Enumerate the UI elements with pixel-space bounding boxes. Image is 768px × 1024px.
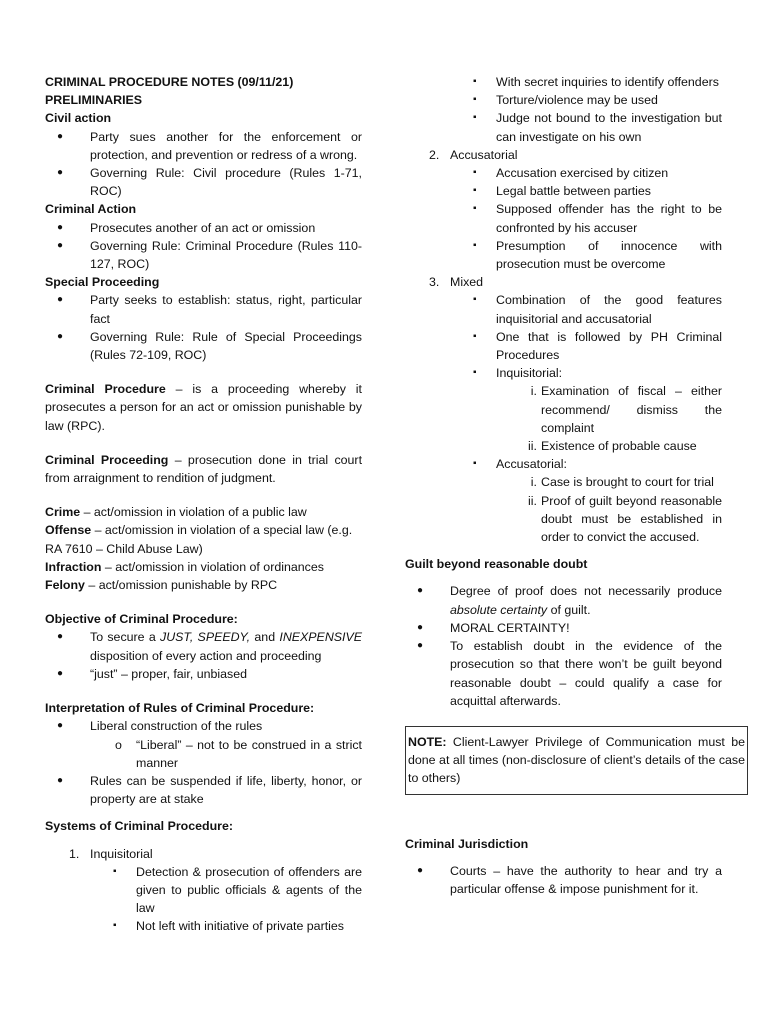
system-accusatorial xyxy=(405,146,722,164)
offense-definition xyxy=(45,521,362,557)
number: 2. xyxy=(429,147,440,162)
number: ii. xyxy=(528,493,537,508)
list-item: ▪ Supposed offender has the right to be confronted by his accuser xyxy=(405,200,722,236)
term: Crime xyxy=(45,505,81,520)
term: Criminal Proceeding xyxy=(45,452,169,467)
guilt-list xyxy=(405,582,722,709)
emphasis: INEXPENSIVE xyxy=(279,630,363,645)
list-item: ● Governing Rule: Civil procedure (Rules 1-71, ROC) xyxy=(45,164,362,200)
felony-definition xyxy=(45,576,362,594)
sub-list-item: o “Liberal” – not to be construed in a strict manner xyxy=(45,736,362,772)
definition-text: – is a proceeding whereby it prosecutes a person for an act or omission punishable by law (RPC). xyxy=(45,382,362,433)
text: Case is brought to court for trial xyxy=(541,475,714,490)
system-label: Inquisitorial xyxy=(90,846,153,861)
number: ii. xyxy=(528,439,537,454)
list-item: ● Courts – have the authority to hear and try a particular offense & impose punishment for it. xyxy=(405,862,722,898)
list-item: ▪ One that is followed by PH Criminal Procedures xyxy=(405,328,722,364)
sub-list-item xyxy=(405,382,722,437)
list-item: ● Governing Rule: Rule of Special Proceedings (Rules 72-109, ROC) xyxy=(45,328,362,364)
term: Felony xyxy=(45,578,85,593)
list-item xyxy=(405,582,722,618)
list-item: ▪ Detection & prosecution of offenders are given to public officials & agents of the law xyxy=(45,863,362,918)
list-item: ▪ Combination of the good features inquisitorial and accusatorial xyxy=(405,291,722,327)
inquisitorial-list-cont xyxy=(405,73,722,146)
text: Examination of fiscal – either recommend/ dismiss the complaint xyxy=(541,384,722,435)
definition-text: – act/omission punishable by RPC xyxy=(84,578,278,593)
list-item: ● “just” – proper, fair, unbiased xyxy=(45,665,362,683)
number: i. xyxy=(530,475,537,490)
civil-action-heading: Civil action xyxy=(45,111,112,126)
term: Criminal Procedure xyxy=(45,382,166,397)
list-item: ● Rules can be suspended if life, liberty, honor, or property are at stake xyxy=(45,772,362,808)
list-item: ▪ Presumption of innocence with prosecution must be overcome xyxy=(405,237,722,273)
system-mixed xyxy=(405,273,722,291)
emphasis: JUST, SPEEDY, xyxy=(160,630,251,645)
text: Degree of proof does not necessarily produce xyxy=(450,584,722,599)
sub-list-item xyxy=(405,473,722,491)
number: i. xyxy=(530,384,537,399)
section-preliminaries: PRELIMINARIES xyxy=(45,93,143,108)
jurisdiction-heading: Criminal Jurisdiction xyxy=(405,836,529,851)
criminal-action-heading: Criminal Action xyxy=(45,202,137,217)
list-item: ● Party seeks to establish: status, right, particular fact xyxy=(45,291,362,327)
definition-text: – act/omission in violation of ordinances xyxy=(101,559,324,574)
special-proceeding-list xyxy=(45,291,362,364)
systems-heading: Systems of Criminal Procedure: xyxy=(45,819,233,834)
criminal-procedure-definition xyxy=(45,380,362,435)
list-item: ▪ Legal battle between parties xyxy=(405,182,722,200)
civil-action-list xyxy=(45,128,362,201)
left-column xyxy=(45,73,362,936)
interpretation-list xyxy=(45,717,362,808)
infraction-definition xyxy=(45,558,362,576)
system-label: Accusatorial xyxy=(450,147,518,162)
text: Proof of guilt beyond reasonable doubt must be established in order to convict the accused. xyxy=(541,493,722,545)
definition-text: – prosecution done in trial court from arraignment to rendition of judgment. xyxy=(45,452,363,486)
objective-heading: Objective of Criminal Procedure: xyxy=(45,612,238,627)
list-item: ▪ Accusatorial: xyxy=(405,455,722,473)
sub-list-item xyxy=(405,492,722,547)
interpretation-heading: Interpretation of Rules of Criminal Procedure: xyxy=(45,701,315,716)
criminal-proceeding-definition xyxy=(45,451,362,487)
right-column xyxy=(405,73,745,898)
text: and xyxy=(250,630,280,645)
list-item: ▪ Torture/violence may be used xyxy=(405,91,722,109)
systems-list-cont xyxy=(405,146,722,546)
number: 3. xyxy=(429,275,440,290)
list-item: ▪ Not left with initiative of private parties xyxy=(45,917,362,935)
list-item: ● Liberal construction of the rules xyxy=(45,717,362,735)
list-item: ● MORAL CERTAINTY! xyxy=(405,619,722,637)
text: To secure a xyxy=(90,630,160,645)
list-item: ▪ Accusation exercised by citizen xyxy=(405,164,722,182)
number: 1. xyxy=(69,846,80,861)
list-item: ▪ Judge not bound to the investigation but can investigate on his own xyxy=(405,109,722,145)
note-text: Client-Lawyer Privilege of Communication must be done at all times (non-disclosure of client’s details of the case to others) xyxy=(408,734,745,786)
list-item: ● Prosecutes another of an act or omission xyxy=(45,219,362,237)
list-item: ● Party sues another for the enforcement or protection, and prevention or redress of a wrong. xyxy=(45,128,362,164)
special-proceeding-heading: Special Proceeding xyxy=(45,275,160,290)
system-inquisitorial xyxy=(45,845,362,863)
term: Infraction xyxy=(45,559,102,574)
objective-list xyxy=(45,628,362,683)
sub-list-item xyxy=(405,437,722,455)
guilt-heading: Guilt beyond reasonable doubt xyxy=(405,557,588,572)
definition-text: – act/omission in violation of a public law xyxy=(80,505,307,520)
note-box xyxy=(405,726,748,795)
list-item: ▪ Inquisitorial: xyxy=(405,364,722,382)
crime-definition xyxy=(45,503,362,521)
system-label: Mixed xyxy=(450,275,484,290)
list-item xyxy=(45,628,362,664)
note-label: NOTE: xyxy=(408,734,447,749)
jurisdiction-list xyxy=(405,862,722,898)
term: Offense xyxy=(45,523,92,538)
list-item: ▪ With secret inquiries to identify offenders xyxy=(405,73,722,91)
page-title: CRIMINAL PROCEDURE NOTES (09/11/21) xyxy=(45,75,294,89)
criminal-action-list xyxy=(45,219,362,274)
emphasis: absolute certainty xyxy=(450,602,548,617)
list-item: ● To establish doubt in the evidence of the prosecution so that there won’t be guilt beyond reasonable doubt – could qualify a case for acquittal afterwards. xyxy=(405,637,722,710)
text: disposition of every action and proceeding xyxy=(90,648,322,663)
text: Existence of probable cause xyxy=(541,439,697,454)
systems-list xyxy=(45,845,362,936)
text: of guilt. xyxy=(547,602,591,617)
list-item: ● Governing Rule: Criminal Procedure (Rules 110-127, ROC) xyxy=(45,237,362,273)
definition-text: – act/omission in violation of a special law (e.g. RA 7610 – Child Abuse Law) xyxy=(45,523,353,556)
